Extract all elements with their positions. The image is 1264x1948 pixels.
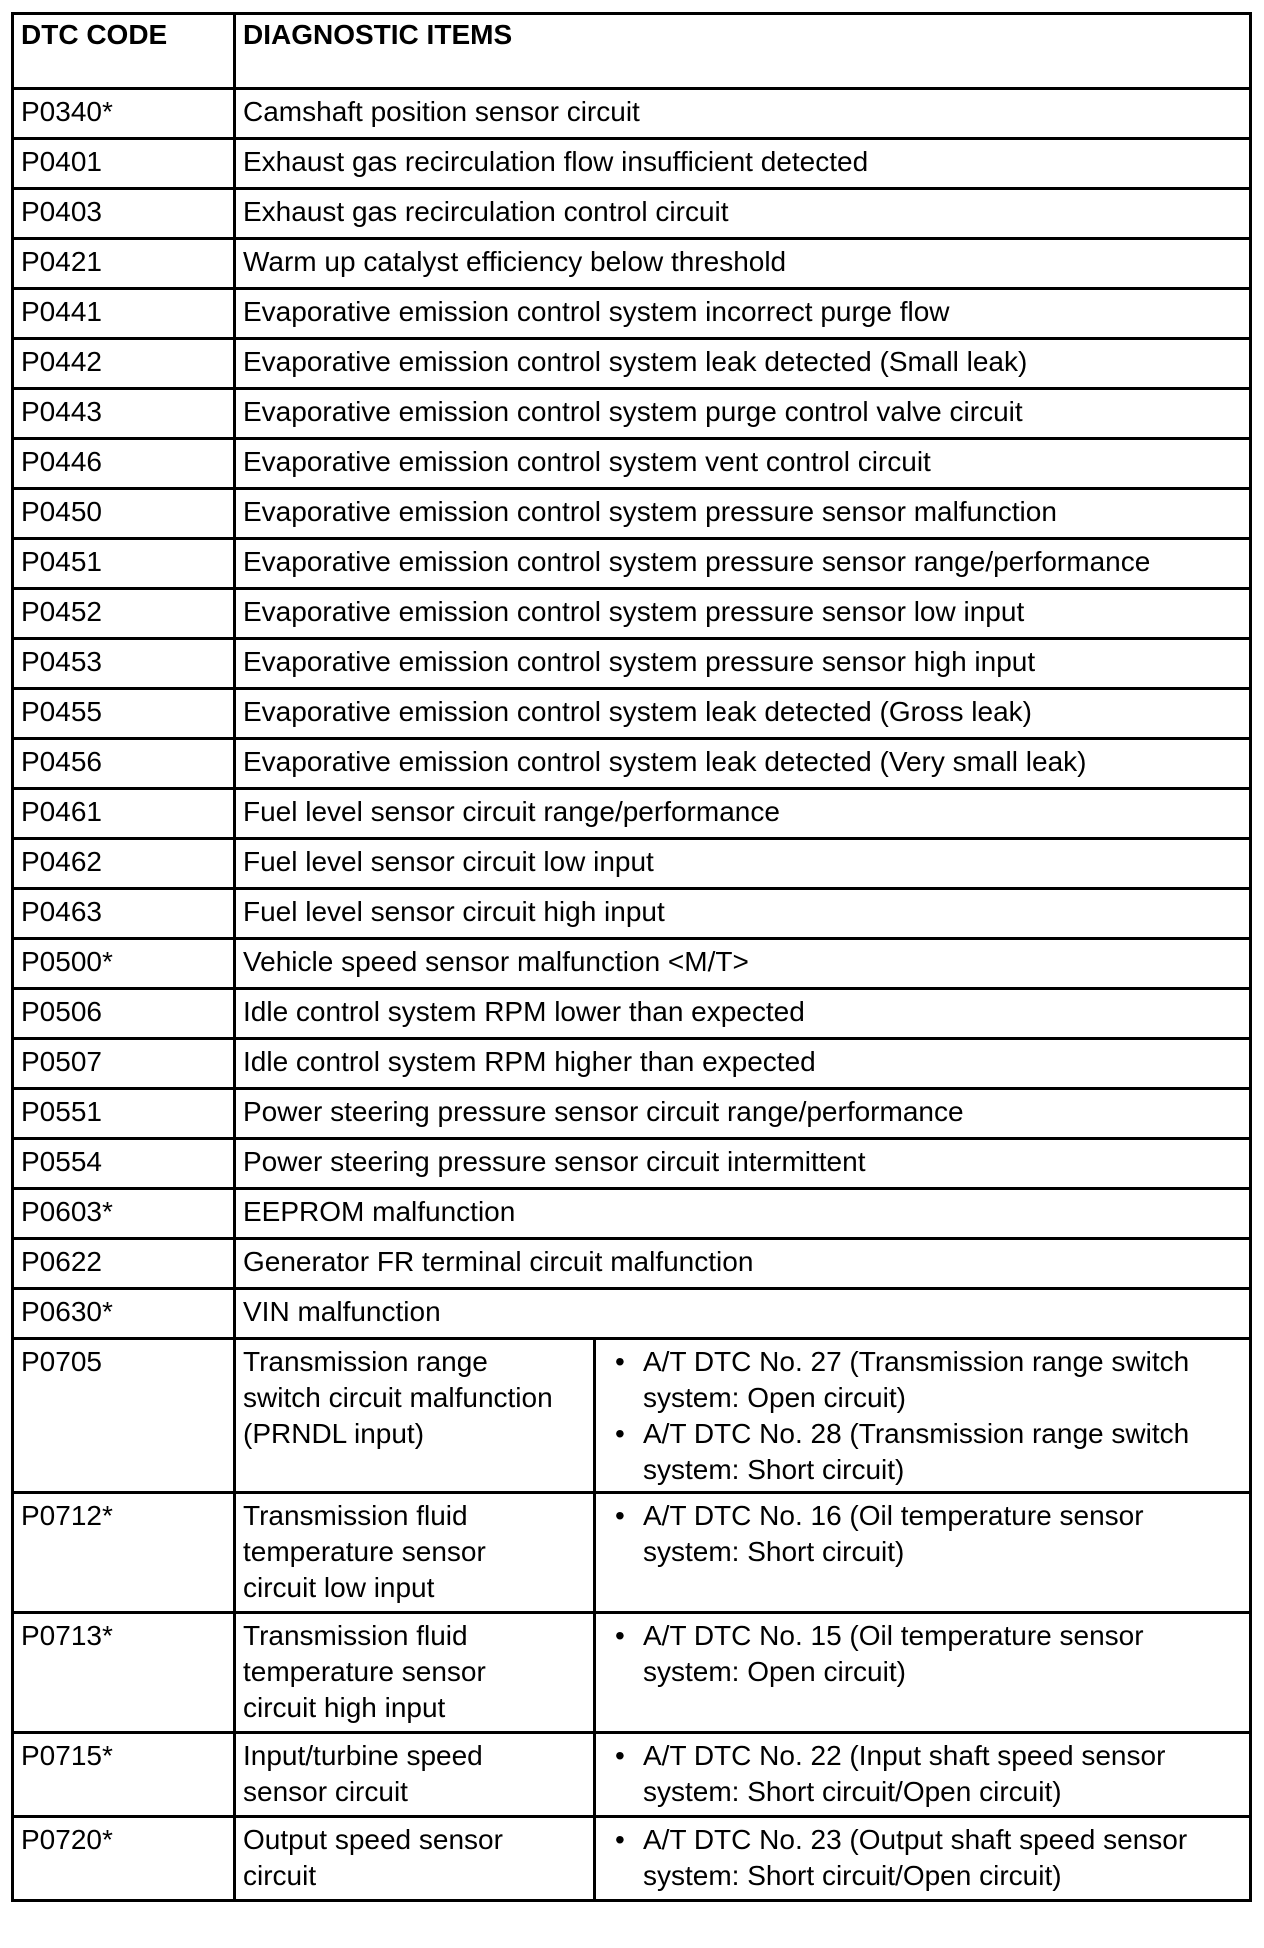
table-row [13,1493,1251,1613]
note-item [603,1344,1242,1416]
table-header-row [13,14,1251,89]
diagnostic-item-cell: Fuel level sensor circuit high input [235,889,1251,939]
table-row [13,489,1251,539]
dtc-code-cell: P0507 [13,1039,235,1089]
dtc-code-cell: P0720* [13,1817,235,1901]
diagnostic-item-line: Input/turbine speed [243,1740,483,1771]
dtc-code-cell: P0441 [13,289,235,339]
table-row [13,539,1251,589]
dtc-code-cell: P0712* [13,1493,235,1613]
diagnostic-item-cell: Evaporative emission control system pressure sensor high input [235,639,1251,689]
table-row [13,989,1251,1039]
table-row [13,1039,1251,1089]
diagnostic-item-cell: Evaporative emission control system leak detected (Very small leak) [235,739,1251,789]
notes-cell [595,1613,1251,1733]
diagnostic-item-cell: Evaporative emission control system leak detected (Gross leak) [235,689,1251,739]
note-line: system: Open circuit) [643,1656,906,1687]
diagnostic-item-line: temperature sensor [243,1656,486,1687]
diagnostic-item-cell: Evaporative emission control system pressure sensor malfunction [235,489,1251,539]
notes-list [603,1618,1242,1690]
table-row [13,739,1251,789]
dtc-code-cell: P0551 [13,1089,235,1139]
notes-list [603,1344,1242,1488]
diagnostic-item-cell: Power steering pressure sensor circuit range/performance [235,1089,1251,1139]
dtc-code-cell: P0340* [13,89,235,139]
table-row [13,239,1251,289]
diagnostic-item-cell [235,1613,595,1733]
dtc-code-cell: P0622 [13,1239,235,1289]
dtc-table [11,12,1252,1902]
diagnostic-item-line: circuit high input [243,1692,446,1723]
table-row [13,639,1251,689]
note-line: system: Short circuit/Open circuit) [643,1860,1062,1891]
diagnostic-item-cell: Evaporative emission control system vent control circuit [235,439,1251,489]
note-line: • A/T DTC No. 23 (Output shaft speed sensor [643,1824,1188,1855]
note-line: system: Short circuit) [643,1454,905,1485]
table-row [13,689,1251,739]
diagnostic-item-cell: Evaporative emission control system incorrect purge flow [235,289,1251,339]
diagnostic-item-cell: VIN malfunction [235,1289,1251,1339]
note-line: • A/T DTC No. 27 (Transmission range switch [643,1346,1190,1377]
diagnostic-item-cell [235,1817,595,1901]
dtc-code-cell: P0705 [13,1339,235,1493]
dtc-code-cell: P0403 [13,189,235,239]
diagnostic-item-cell: Exhaust gas recirculation control circuit [235,189,1251,239]
dtc-code-cell: P0451 [13,539,235,589]
dtc-code-cell: P0453 [13,639,235,689]
diagnostic-item-cell: Evaporative emission control system pressure sensor range/performance [235,539,1251,589]
table-row [13,1613,1251,1733]
table-row [13,189,1251,239]
dtc-code-cell: P0603* [13,1189,235,1239]
diagnostic-item-cell: Warm up catalyst efficiency below threshold [235,239,1251,289]
dtc-code-cell: P0715* [13,1733,235,1817]
diagnostic-item-cell: Fuel level sensor circuit low input [235,839,1251,889]
dtc-code-cell: P0713* [13,1613,235,1733]
notes-list [603,1822,1242,1894]
diagnostic-item-cell: EEPROM malfunction [235,1189,1251,1239]
header-dtc-code: DTC CODE [13,14,235,89]
table-row [13,789,1251,839]
note-line: • A/T DTC No. 16 (Oil temperature sensor [643,1500,1144,1531]
table-row [13,589,1251,639]
diagnostic-item-line: sensor circuit [243,1776,408,1807]
table-row [13,1239,1251,1289]
diagnostic-item-line: temperature sensor [243,1536,486,1567]
diagnostic-item-cell: Camshaft position sensor circuit [235,89,1251,139]
dtc-code-cell: P0463 [13,889,235,939]
notes-cell [595,1733,1251,1817]
note-line: • A/T DTC No. 22 (Input shaft speed sensor [643,1740,1166,1771]
table-row [13,139,1251,189]
note-line: system: Open circuit) [643,1382,906,1413]
diagnostic-item-cell [235,1733,595,1817]
diagnostic-item-line: circuit low input [243,1572,435,1603]
table-row [13,389,1251,439]
note-line: system: Short circuit) [643,1536,905,1567]
notes-list [603,1498,1242,1570]
dtc-code-cell: P0452 [13,589,235,639]
header-diagnostic-items: DIAGNOSTIC ITEMS [235,14,1251,89]
diagnostic-item-line: switch circuit malfunction [243,1382,553,1413]
note-item [603,1618,1242,1690]
table-row [13,889,1251,939]
diagnostic-item-line: (PRNDL input) [243,1418,425,1449]
note-item [603,1822,1242,1894]
diagnostic-item-line: Transmission fluid [243,1620,468,1651]
dtc-code-cell: P0442 [13,339,235,389]
diagnostic-item-cell: Fuel level sensor circuit range/performance [235,789,1251,839]
notes-cell [595,1339,1251,1493]
table-row [13,1817,1251,1901]
diagnostic-item-line: Transmission fluid [243,1500,468,1531]
dtc-code-cell: P0500* [13,939,235,989]
diagnostic-item-cell: Evaporative emission control system purge control valve circuit [235,389,1251,439]
dtc-code-cell: P0443 [13,389,235,439]
table-row [13,1339,1251,1493]
dtc-code-cell: P0456 [13,739,235,789]
dtc-code-cell: P0455 [13,689,235,739]
dtc-code-cell: P0450 [13,489,235,539]
notes-cell [595,1493,1251,1613]
table-row [13,1289,1251,1339]
note-line: system: Short circuit/Open circuit) [643,1776,1062,1807]
table-row [13,839,1251,889]
table-row [13,1733,1251,1817]
dtc-code-cell: P0446 [13,439,235,489]
diagnostic-item-cell: Exhaust gas recirculation flow insufficient detected [235,139,1251,189]
diagnostic-item-cell: Evaporative emission control system pressure sensor low input [235,589,1251,639]
diagnostic-item-line: Output speed sensor [243,1824,503,1855]
notes-cell [595,1817,1251,1901]
note-item [603,1498,1242,1570]
dtc-code-cell: P0401 [13,139,235,189]
diagnostic-item-cell [235,1339,595,1493]
diagnostic-item-cell: Vehicle speed sensor malfunction <M/T> [235,939,1251,989]
dtc-code-cell: P0506 [13,989,235,1039]
diagnostic-item-cell: Power steering pressure sensor circuit intermittent [235,1139,1251,1189]
diagnostic-item-cell: Generator FR terminal circuit malfunction [235,1239,1251,1289]
note-line: • A/T DTC No. 28 (Transmission range switch [643,1418,1190,1449]
diagnostic-item-cell [235,1493,595,1613]
dtc-code-cell: P0461 [13,789,235,839]
table-body [13,89,1251,1901]
dtc-code-cell: P0554 [13,1139,235,1189]
table-row [13,939,1251,989]
dtc-code-cell: P0630* [13,1289,235,1339]
table-row [13,1089,1251,1139]
diagnostic-item-line: Transmission range [243,1346,488,1377]
diagnostic-item-cell: Idle control system RPM higher than expected [235,1039,1251,1089]
diagnostic-item-cell: Evaporative emission control system leak detected (Small leak) [235,339,1251,389]
table-row [13,289,1251,339]
table-row [13,1189,1251,1239]
table-row [13,1139,1251,1189]
dtc-code-cell: P0421 [13,239,235,289]
table-row [13,339,1251,389]
note-item [603,1738,1242,1810]
note-line: • A/T DTC No. 15 (Oil temperature sensor [643,1620,1144,1651]
note-item [603,1416,1242,1488]
diagnostic-item-line: circuit [243,1860,317,1891]
table-row [13,89,1251,139]
notes-list [603,1738,1242,1810]
table-row [13,439,1251,489]
dtc-code-cell: P0462 [13,839,235,889]
diagnostic-item-cell: Idle control system RPM lower than expected [235,989,1251,1039]
